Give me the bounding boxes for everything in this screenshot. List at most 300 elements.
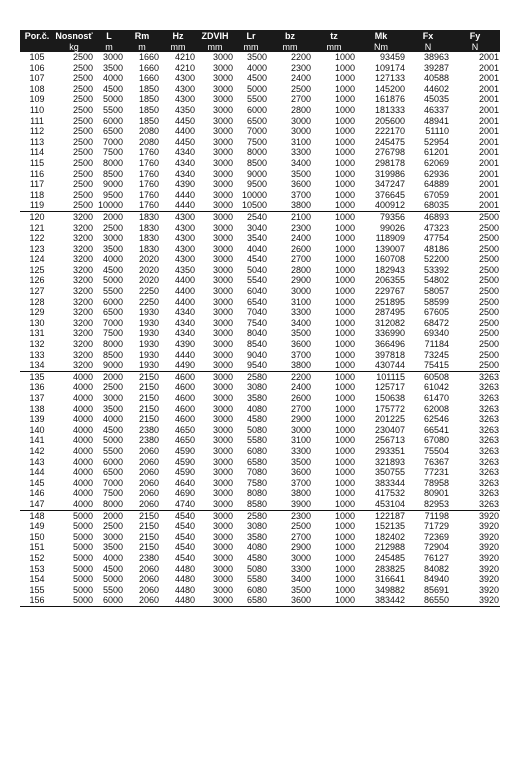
col-zdvih-cell: 3000 <box>212 403 233 414</box>
col-zdvih-cell: 3000 <box>212 584 233 595</box>
col-lr-cell: 6000 <box>246 104 267 115</box>
col-bz-cell: 3400 <box>290 574 311 585</box>
col-hz-cell: 4390 <box>174 339 195 350</box>
col-l-cell: 8000 <box>102 339 123 350</box>
table-row <box>20 190 500 201</box>
col-zdvih-cell: 3000 <box>212 222 233 233</box>
table-row <box>20 307 500 318</box>
col-rm-cell: 1930 <box>138 339 159 350</box>
col-fx-cell: 78958 <box>423 477 449 488</box>
table-row <box>20 393 500 404</box>
col-tz-cell: 1000 <box>334 424 355 435</box>
col-fx-cell: 72369 <box>423 531 449 542</box>
col-rm-cell: 2150 <box>124 510 160 521</box>
col-zdvih-cell: 3000 <box>212 104 233 115</box>
col-hz-cell: 4480 <box>174 563 195 574</box>
col-fy-cell: 3263 <box>478 403 499 414</box>
col-l-cell: 3000 <box>102 531 123 542</box>
col-mk-cell: 383344 <box>374 477 405 488</box>
col-por-c-cell: 130 <box>29 317 45 328</box>
col-zdvih-cell: 3000 <box>196 510 234 521</box>
col-tz-cell: 1000 <box>334 104 355 115</box>
col-l-cell: 2500 <box>102 382 123 393</box>
col-zdvih-cell: 3000 <box>212 136 233 147</box>
col-tz-cell: 1000 <box>334 382 355 393</box>
col-nosnost-cell: 4000 <box>72 456 93 467</box>
col-mk-cell: 251895 <box>374 296 405 307</box>
col-nosnost-cell: 4000 <box>72 498 93 509</box>
col-por-c-cell: 135 <box>20 371 54 382</box>
col-tz-cell: 1000 <box>334 254 355 265</box>
col-bz-cell: 3800 <box>290 488 311 499</box>
col-nosnost-cell: 5000 <box>72 552 93 563</box>
col-hz-cell: 4300 <box>174 94 195 105</box>
col-por-c-cell: 119 <box>29 200 45 211</box>
col-tz-cell: 1000 <box>334 52 355 62</box>
col-lr-cell: 9040 <box>246 349 267 360</box>
col-bz-cell: 2100 <box>268 211 312 222</box>
col-mk-cell: 109174 <box>374 62 405 73</box>
table-row <box>20 105 500 116</box>
col-lr-cell: 5580 <box>246 574 267 585</box>
col-rm-cell: 1850 <box>138 104 159 115</box>
col-zdvih-cell: 3000 <box>212 467 233 478</box>
col-zdvih-cell: 3000 <box>212 254 233 265</box>
col-mk-cell: 287495 <box>374 307 405 318</box>
col-lr-cell: 6500 <box>246 115 267 126</box>
col-nosnost-cell: 2500 <box>72 179 93 190</box>
table-row <box>20 94 500 105</box>
col-mk-cell: 245485 <box>374 552 405 563</box>
table-row <box>20 339 500 350</box>
col-tz-cell: 1000 <box>334 126 355 137</box>
col-hz-cell: 4300 <box>174 254 195 265</box>
col-por-c-cell: 116 <box>29 168 45 179</box>
col-por-c-cell: 133 <box>29 349 45 360</box>
col-bz-cell: 3000 <box>290 286 311 297</box>
col-por-c-cell: 151 <box>29 542 45 553</box>
col-rm-cell: 1850 <box>138 115 159 126</box>
col-tz-cell: 1000 <box>334 584 355 595</box>
col-tz-cell: 1000 <box>334 307 355 318</box>
col-fx-cell: 68472 <box>423 317 449 328</box>
col-fy-cell: 2500 <box>478 243 499 254</box>
col-zdvih-cell: 3000 <box>212 179 233 190</box>
col-fy-cell: 3263 <box>478 382 499 393</box>
col-mk-cell: 400912 <box>374 200 405 211</box>
col-por-c-cell: 155 <box>29 584 45 595</box>
table-row <box>20 147 500 158</box>
col-zdvih-cell: 3000 <box>212 563 233 574</box>
col-rm-cell: 1930 <box>138 360 159 371</box>
col-fy-cell: 3920 <box>478 542 499 553</box>
col-mk-cell: 161876 <box>374 94 405 105</box>
col-fx-cell: 39287 <box>423 62 449 73</box>
col-rm-cell: 1830 <box>138 222 159 233</box>
col-bz-cell: 2200 <box>290 52 311 62</box>
col-zdvih-cell: 3000 <box>212 115 233 126</box>
col-l-cell: 6500 <box>102 307 123 318</box>
col-bz-cell: 3500 <box>290 584 311 595</box>
col-tz-cell: 1000 <box>334 243 355 254</box>
col-zdvih-cell: 3000 <box>212 498 233 509</box>
col-bz-cell: 3400 <box>290 157 311 168</box>
col-fy-cell: 2001 <box>478 179 499 190</box>
col-hz-cell: 4600 <box>174 393 195 403</box>
col-nosnost-cell: 4000 <box>72 414 93 425</box>
col-mk-cell: 182402 <box>374 531 405 542</box>
col-bz-cell: 3500 <box>290 456 311 467</box>
col-nosnost-cell: 2500 <box>72 52 93 62</box>
col-tz-cell: 1000 <box>334 488 355 499</box>
col-rm-cell: 2060 <box>124 595 160 606</box>
col-rm-cell: 1760 <box>138 200 159 211</box>
col-tz-cell: 1000 <box>334 328 355 339</box>
col-fx-cell: 45035 <box>423 94 449 105</box>
col-tz-unit: mm <box>326 41 342 52</box>
col-mk-cell: 118909 <box>375 233 405 244</box>
col-nosnost-cell: 2500 <box>72 157 93 168</box>
table-row <box>20 435 500 446</box>
col-nosnost-cell: 2500 <box>72 73 93 84</box>
col-hz-header: Hz <box>172 30 184 41</box>
col-zdvih-cell: 3000 <box>212 574 233 585</box>
col-por-c-cell: 145 <box>29 477 45 488</box>
col-tz-cell: 1000 <box>334 233 355 244</box>
col-rm-cell: 2150 <box>138 414 159 425</box>
table-row <box>20 585 500 596</box>
col-por-c-cell: 112 <box>29 126 45 137</box>
col-bz-cell: 3700 <box>290 477 311 488</box>
col-nosnost-cell: 2500 <box>72 136 93 147</box>
table-body <box>20 52 500 606</box>
col-por-c-cell: 136 <box>29 382 45 393</box>
col-fy-cell: 3920 <box>478 574 499 585</box>
col-fy-cell: 3263 <box>478 477 499 488</box>
col-hz-cell: 4690 <box>174 488 195 499</box>
col-rm-cell: 2380 <box>138 435 159 446</box>
col-hz-cell: 4400 <box>174 286 195 297</box>
col-bz-cell: 2300 <box>268 510 312 521</box>
table-row <box>20 244 500 255</box>
col-rm-cell: 2060 <box>138 563 159 574</box>
col-hz-cell: 4340 <box>174 147 195 158</box>
col-rm-cell: 2380 <box>138 552 159 563</box>
col-por-c-cell: 138 <box>29 403 45 414</box>
col-lr-cell: 4080 <box>246 542 267 553</box>
col-fx-cell: 85691 <box>423 584 449 595</box>
table-row <box>20 116 500 127</box>
col-lr-cell: 2540 <box>234 211 268 222</box>
col-por-c-cell: 131 <box>29 328 45 339</box>
col-hz-cell: 4300 <box>174 222 195 233</box>
col-lr-cell: 3500 <box>246 52 267 62</box>
col-fy-cell: 2001 <box>478 62 499 73</box>
col-nosnost-cell: 5000 <box>72 542 93 553</box>
col-fx-cell: 84940 <box>423 574 449 585</box>
col-por-c-cell: 118 <box>29 189 45 200</box>
col-hz-cell: 4350 <box>174 264 195 275</box>
col-nosnost-cell: 2500 <box>72 126 93 137</box>
col-bz-cell: 2800 <box>290 264 311 275</box>
col-mk-cell: 181333 <box>374 104 405 115</box>
col-nosnost-cell: 4000 <box>72 393 93 403</box>
col-tz-cell: 1000 <box>334 222 355 233</box>
col-fy-header: Fy <box>469 30 481 41</box>
col-l-cell: 3500 <box>102 62 123 73</box>
table-row <box>20 499 500 510</box>
col-por-c-cell: 150 <box>29 531 45 542</box>
col-lr-cell: 7080 <box>246 467 267 478</box>
col-zdvih-cell: 3000 <box>196 371 234 382</box>
col-por-c-cell: 122 <box>29 233 45 244</box>
table-row <box>20 446 500 457</box>
col-zdvih-cell: 3000 <box>212 52 233 62</box>
col-hz-cell: 4340 <box>174 328 195 339</box>
col-tz-cell: 1000 <box>334 521 355 532</box>
col-zdvih-cell: 3000 <box>212 456 233 467</box>
col-rm-cell: 2150 <box>138 521 159 532</box>
col-fx-cell: 62069 <box>423 157 449 168</box>
col-por-c-cell: 132 <box>29 339 45 350</box>
col-nosnost-cell: 3200 <box>72 233 93 244</box>
col-fx-cell: 60508 <box>406 371 450 382</box>
col-bz-cell: 3500 <box>290 328 311 339</box>
col-tz-cell: 1000 <box>334 349 355 360</box>
col-por-c-cell: 111 <box>30 115 44 126</box>
col-hz-cell: 4340 <box>174 317 195 328</box>
col-lr-cell: 3580 <box>246 393 267 403</box>
table-row <box>20 137 500 148</box>
col-mk-cell: 122187 <box>356 510 406 521</box>
col-fy-cell: 2500 <box>478 339 499 350</box>
col-mk-cell: 383442 <box>356 595 406 606</box>
col-por-c-cell: 128 <box>29 296 45 307</box>
col-por-c-cell: 125 <box>29 264 45 275</box>
col-rm-cell: 2060 <box>138 467 159 478</box>
col-zdvih-cell: 3000 <box>212 83 233 94</box>
col-fy-cell: 3920 <box>478 521 499 532</box>
col-nosnost-cell: 4000 <box>72 382 93 393</box>
col-nosnost-cell: 5000 <box>72 531 93 542</box>
col-rm-cell: 2060 <box>138 477 159 488</box>
col-nosnost-cell: 3200 <box>72 243 93 254</box>
col-rm-cell: 2080 <box>138 136 159 147</box>
col-lr-cell: 3080 <box>246 521 267 532</box>
col-bz-cell: 2700 <box>290 403 311 414</box>
col-fx-cell: 61042 <box>423 382 449 393</box>
col-lr-cell: 2580 <box>234 371 268 382</box>
col-l-cell: 3000 <box>102 52 123 62</box>
table-row <box>20 510 500 521</box>
col-por-c-cell: 139 <box>29 414 45 425</box>
col-bz-cell: 2900 <box>290 542 311 553</box>
col-l-cell: 3500 <box>102 243 123 254</box>
col-lr-cell: 9500 <box>246 179 267 190</box>
col-l-cell: 4500 <box>102 424 123 435</box>
col-mk-cell: 397818 <box>374 349 405 360</box>
col-fy-cell: 2001 <box>478 73 499 84</box>
col-bz-cell: 3100 <box>290 435 311 446</box>
col-fy-cell: 2001 <box>478 104 499 115</box>
col-hz-cell: 4480 <box>174 584 195 595</box>
col-l-cell: 4500 <box>102 563 123 574</box>
col-fy-cell: 2500 <box>478 275 499 286</box>
col-lr-cell: 10000 <box>241 189 267 200</box>
col-tz-cell: 1000 <box>334 445 355 456</box>
spec-table <box>20 30 500 607</box>
col-nosnost-cell: 2500 <box>72 62 93 73</box>
col-zdvih-cell: 3000 <box>212 264 233 275</box>
col-l-cell: 4000 <box>102 552 123 563</box>
col-mk-cell: 212988 <box>374 542 405 553</box>
table-row <box>20 223 500 234</box>
col-nosnost-cell: 5000 <box>72 574 93 585</box>
col-lr-cell: 7040 <box>246 307 267 318</box>
col-mk-cell: 430744 <box>374 360 405 371</box>
col-mk-cell: 230407 <box>374 424 405 435</box>
col-fx-cell: 62008 <box>423 403 449 414</box>
col-l-cell: 7000 <box>102 317 123 328</box>
col-fx-cell: 71198 <box>406 510 450 521</box>
col-fy-cell: 3263 <box>478 424 499 435</box>
col-bz-cell: 3900 <box>290 498 311 509</box>
col-lr-cell: 7500 <box>246 136 267 147</box>
col-zdvih-cell: 3000 <box>212 233 233 244</box>
col-zdvih-cell: 3000 <box>212 189 233 200</box>
col-fy-cell: 2500 <box>478 349 499 360</box>
col-fx-cell: 38963 <box>423 52 449 62</box>
col-rm-cell: 1760 <box>138 157 159 168</box>
col-hz-cell: 4350 <box>174 104 195 115</box>
col-rm-cell: 1930 <box>138 349 159 360</box>
col-rm-cell: 1930 <box>138 328 159 339</box>
col-hz-cell: 4740 <box>174 498 195 509</box>
col-mk-cell: 79356 <box>356 211 406 222</box>
col-tz-cell: 1000 <box>334 498 355 509</box>
table-row <box>20 574 500 585</box>
table-row <box>20 73 500 84</box>
col-mk-cell: 321893 <box>374 456 405 467</box>
table-row <box>20 254 500 265</box>
col-fx-cell: 53392 <box>423 264 449 275</box>
col-lr-cell: 6080 <box>246 584 267 595</box>
col-l-cell: 4500 <box>102 83 123 94</box>
col-zdvih-cell: 3000 <box>212 414 233 425</box>
col-rm-cell: 1930 <box>138 307 159 318</box>
col-mk-unit: Nm <box>374 41 388 52</box>
table-row <box>20 553 500 564</box>
col-bz-cell: 3000 <box>290 115 311 126</box>
col-hz-cell: 4590 <box>174 467 195 478</box>
col-por-c-cell: 123 <box>29 243 45 254</box>
col-zdvih-cell: 3000 <box>212 157 233 168</box>
col-por-c-cell: 127 <box>29 286 45 297</box>
col-lr-cell: 3540 <box>246 233 267 244</box>
col-fy-cell: 2001 <box>478 83 499 94</box>
col-bz-cell: 3600 <box>290 179 311 190</box>
col-fy-cell: 2001 <box>478 115 499 126</box>
col-tz-cell: 1000 <box>334 542 355 553</box>
col-zdvih-cell: 3000 <box>212 521 233 532</box>
header-units-row <box>20 41 500 52</box>
col-tz-cell: 1000 <box>334 414 355 425</box>
col-bz-cell: 2900 <box>290 414 311 425</box>
col-bz-cell: 3300 <box>290 563 311 574</box>
col-zdvih-cell: 3000 <box>212 531 233 542</box>
col-fy-cell: 2001 <box>478 136 499 147</box>
col-bz-cell: 3300 <box>290 147 311 158</box>
col-lr-cell: 9540 <box>246 360 267 371</box>
col-zdvih-cell: 3000 <box>196 211 234 222</box>
col-l-cell: 6000 <box>102 115 123 126</box>
col-fx-cell: 48941 <box>423 115 449 126</box>
col-tz-cell: 1000 <box>312 371 356 382</box>
col-mk-cell: 145200 <box>374 83 405 94</box>
col-mk-cell: 139007 <box>374 243 405 254</box>
table-row <box>20 371 500 382</box>
col-mk-cell: 160708 <box>374 254 405 265</box>
col-lr-cell: 6580 <box>234 595 268 606</box>
col-lr-cell: 8080 <box>246 488 267 499</box>
col-nosnost-cell: 4000 <box>72 445 93 456</box>
col-zdvih-cell: 3000 <box>212 317 233 328</box>
col-l-cell: 3000 <box>102 393 123 403</box>
col-fy-cell: 2500 <box>478 307 499 318</box>
col-lr-cell: 5080 <box>246 563 267 574</box>
col-por-c-cell: 147 <box>29 498 45 509</box>
col-zdvih-cell: 3000 <box>212 168 233 179</box>
col-zdvih-cell: 3000 <box>212 488 233 499</box>
col-tz-cell: 1000 <box>334 83 355 94</box>
col-mk-cell: 293351 <box>374 445 405 456</box>
col-nosnost-cell: 2500 <box>72 147 93 158</box>
col-l-cell: 2000 <box>94 371 124 382</box>
col-lr-cell: 4580 <box>246 414 267 425</box>
col-mk-cell: 347247 <box>374 179 405 190</box>
col-lr-cell: 8580 <box>246 498 267 509</box>
col-mk-cell: 256713 <box>374 435 405 446</box>
col-l-cell: 8000 <box>102 498 123 509</box>
col-tz-cell: 1000 <box>334 531 355 542</box>
col-nosnost-cell: 2500 <box>72 168 93 179</box>
col-por-c-cell: 117 <box>29 179 45 190</box>
col-zdvih-cell: 3000 <box>212 435 233 446</box>
col-tz-cell: 1000 <box>334 115 355 126</box>
col-lr-cell: 9000 <box>246 168 267 179</box>
col-por-c-unit <box>20 41 54 52</box>
col-tz-cell: 1000 <box>334 456 355 467</box>
col-rm-cell: 2250 <box>138 286 159 297</box>
col-fy-cell: 3263 <box>478 435 499 446</box>
col-tz-cell: 1000 <box>334 189 355 200</box>
col-bz-cell: 2700 <box>290 94 311 105</box>
col-zdvih-cell: 3000 <box>196 595 234 606</box>
col-lr-header: Lr <box>246 30 256 41</box>
col-rm-cell: 1850 <box>138 83 159 94</box>
col-rm-cell: 1660 <box>138 73 159 84</box>
col-lr-cell: 4540 <box>246 254 267 265</box>
col-lr-cell: 4080 <box>246 403 267 414</box>
col-bz-cell: 3500 <box>290 168 311 179</box>
col-fx-cell: 48186 <box>423 243 449 254</box>
table-row <box>20 457 500 468</box>
col-hz-cell: 4540 <box>174 542 195 553</box>
col-l-cell: 2000 <box>94 211 124 222</box>
col-l-cell: 8500 <box>102 168 123 179</box>
col-lr-cell: 8000 <box>246 147 267 158</box>
col-hz-cell: 4650 <box>174 435 195 446</box>
